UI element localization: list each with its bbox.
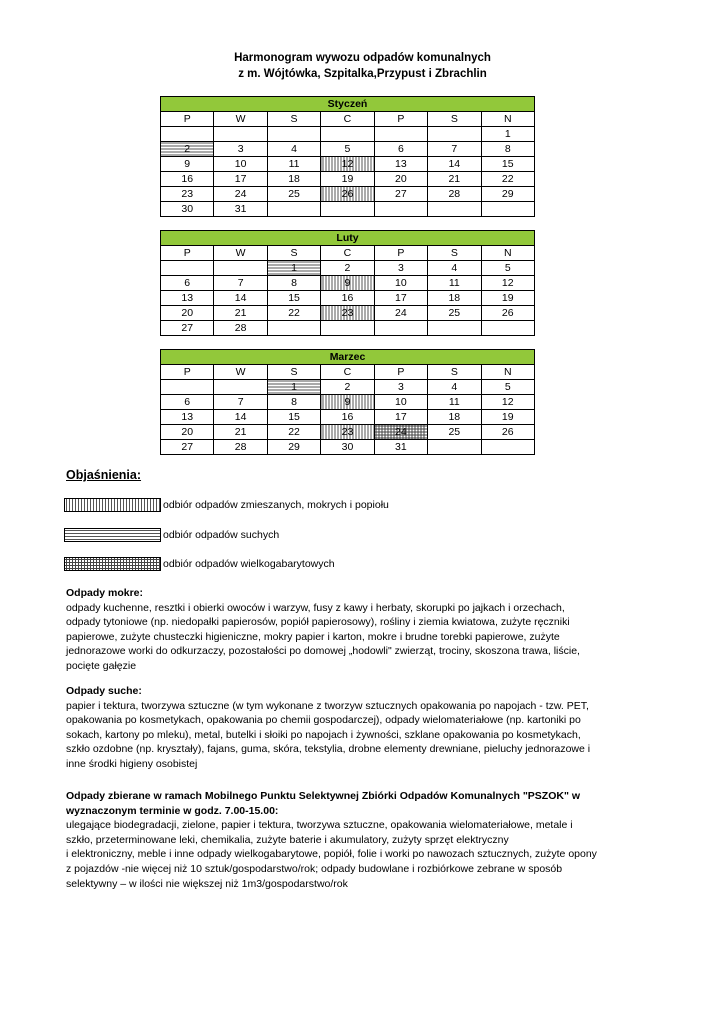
wet-waste-line: papierowe, zużyte chusteczki higieniczne, mokry papier i karton, mokre i brudne torebki papierowe, zużyte <box>66 630 560 643</box>
week-row <box>161 380 535 395</box>
day-cell: 31 <box>374 440 427 455</box>
month-header-row <box>161 350 535 365</box>
legend-mixed-label: odbiór odpadów zmieszanych, mokrych i popiołu <box>163 499 389 511</box>
weekday-label: P <box>161 246 214 261</box>
day-cell: 27 <box>161 321 214 336</box>
weekday-label: P <box>374 112 427 127</box>
day-cell: 23 <box>161 187 214 202</box>
day-cell <box>481 440 534 455</box>
day-cell: 18 <box>428 410 481 425</box>
day-cell <box>374 202 427 217</box>
day-cell: 16 <box>161 172 214 187</box>
dry-waste-line: sokach, kartony po mleku), metal, butelki i słoiki po napojach i żywności, szklane opakowania po kosmetykach, <box>66 728 581 741</box>
day-cell-dry: 1 <box>267 261 320 276</box>
day-cell: 24 <box>374 306 427 321</box>
week-row <box>161 306 535 321</box>
week-row <box>161 172 535 187</box>
day-cell: 10 <box>374 395 427 410</box>
weekday-label: P <box>374 246 427 261</box>
day-cell: 6 <box>161 276 214 291</box>
day-cell-mix: 12 <box>321 157 374 172</box>
week-row <box>161 321 535 336</box>
day-cell <box>321 321 374 336</box>
dry-waste-line: opakowania po kosmetykach, opakowania po chemii gospodarczej), odpady wielomateriałowe (np. kartoniki po <box>66 714 581 727</box>
day-cell-dry: 1 <box>267 380 320 395</box>
day-cell <box>267 202 320 217</box>
day-cell: 25 <box>428 306 481 321</box>
weekday-label: C <box>321 246 374 261</box>
legend-title: Objaśnienia: <box>66 468 142 482</box>
wet-waste-section <box>66 586 626 674</box>
dry-pattern-swatch <box>64 528 161 542</box>
day-cell: 22 <box>267 425 320 440</box>
pszok-line: szkło, przeterminowane leki, chemikalia, zużyte baterie i akumulatory, zużyty sprzęt elektryczny <box>66 833 509 846</box>
day-cell: 6 <box>161 395 214 410</box>
day-cell <box>428 202 481 217</box>
dry-waste-section <box>66 684 626 772</box>
weekday-label: C <box>321 112 374 127</box>
weekday-label: N <box>481 246 534 261</box>
day-cell-mix: 26 <box>321 187 374 202</box>
day-cell <box>214 127 267 142</box>
day-cell: 16 <box>321 291 374 306</box>
day-cell: 28 <box>214 321 267 336</box>
pszok-section <box>66 789 626 891</box>
day-cell: 29 <box>267 440 320 455</box>
day-cell: 13 <box>374 157 427 172</box>
pszok-heading: Odpady zbierane w ramach Mobilnego Punktu Selektywnej Zbiórki Odpadów Komunalnych "PSZOK" w <box>66 790 581 802</box>
week-row <box>161 202 535 217</box>
day-cell: 30 <box>321 440 374 455</box>
pszok-line: z pojazdów -nie więcej niż 10 sztuk/gospodarstwo/rok; odpady budowlane i rozbiórkowe zebrane w sposób <box>66 862 563 875</box>
day-cell: 3 <box>374 261 427 276</box>
wet-waste-line: odpady kuchenne, resztki i obierki owoców i warzyw, fusy z kawy i herbaty, skorupki po jajkach i orzechach, <box>66 601 565 614</box>
day-cell <box>428 321 481 336</box>
weekday-label: P <box>161 365 214 380</box>
day-cell: 27 <box>161 440 214 455</box>
weekday-label: N <box>481 365 534 380</box>
day-cell: 25 <box>428 425 481 440</box>
weekday-label: S <box>428 365 481 380</box>
day-cell: 5 <box>481 261 534 276</box>
day-cell <box>214 380 267 395</box>
day-cell <box>267 127 320 142</box>
day-cell: 12 <box>481 395 534 410</box>
day-cell: 14 <box>428 157 481 172</box>
week-row <box>161 261 535 276</box>
day-cell: 19 <box>481 291 534 306</box>
weekday-label: S <box>428 246 481 261</box>
day-cell: 5 <box>481 380 534 395</box>
month-name: Luty <box>161 231 535 246</box>
month-header-row <box>161 97 535 112</box>
month-name: Marzec <box>161 350 535 365</box>
day-cell: 24 <box>214 187 267 202</box>
pszok-heading: wyznaczonym terminie w godz. 7.00-15.00: <box>66 804 279 817</box>
day-cell: 7 <box>428 142 481 157</box>
day-cell <box>161 261 214 276</box>
day-cell <box>428 440 481 455</box>
dry-waste-heading: Odpady suche: <box>66 685 142 697</box>
day-cell: 9 <box>161 157 214 172</box>
day-cell-big: 24 <box>374 425 427 440</box>
day-cell: 16 <box>321 410 374 425</box>
day-cell: 19 <box>321 172 374 187</box>
weekday-label: S <box>267 246 320 261</box>
day-cell <box>321 202 374 217</box>
day-cell: 13 <box>161 291 214 306</box>
week-row <box>161 276 535 291</box>
day-cell-mix: 9 <box>321 395 374 410</box>
day-cell: 18 <box>428 291 481 306</box>
weekday-row <box>161 365 535 380</box>
day-cell: 17 <box>374 291 427 306</box>
day-cell: 25 <box>267 187 320 202</box>
day-cell: 28 <box>214 440 267 455</box>
calendar-february <box>160 230 535 336</box>
month-name: Styczeń <box>161 97 535 112</box>
legend-dry-label: odbiór odpadów suchych <box>163 529 280 541</box>
day-cell: 14 <box>214 291 267 306</box>
week-row <box>161 127 535 142</box>
weekday-label: S <box>428 112 481 127</box>
dry-waste-line: szkło ozdobne (np. kryształy), fajans, guma, skóra, tekstylia, drobne elementy drewniane, pieluchy jednorazowe i <box>66 743 591 756</box>
week-row <box>161 291 535 306</box>
weekday-label: S <box>267 365 320 380</box>
day-cell: 2 <box>321 261 374 276</box>
day-cell: 3 <box>214 142 267 157</box>
wet-waste-line: pocięte gałęzie <box>66 659 137 672</box>
day-cell: 21 <box>214 306 267 321</box>
weekday-label: N <box>481 112 534 127</box>
weekday-label: W <box>214 365 267 380</box>
week-row <box>161 440 535 455</box>
day-cell: 29 <box>481 187 534 202</box>
day-cell <box>428 127 481 142</box>
weekday-label: S <box>267 112 320 127</box>
day-cell <box>481 321 534 336</box>
day-cell: 21 <box>214 425 267 440</box>
pszok-line: selektywny – w ilości nie większej niż 1m3/gospodarstwo/rok <box>66 877 348 890</box>
day-cell: 1 <box>481 127 534 142</box>
weekday-label: W <box>214 112 267 127</box>
weekday-row <box>161 246 535 261</box>
document-title: Harmonogram wywozu odpadów komunalnych <box>234 52 491 64</box>
weekday-label: P <box>161 112 214 127</box>
day-cell: 3 <box>374 380 427 395</box>
day-cell: 21 <box>428 172 481 187</box>
day-cell <box>214 261 267 276</box>
day-cell: 26 <box>481 306 534 321</box>
day-cell: 27 <box>374 187 427 202</box>
day-cell: 22 <box>481 172 534 187</box>
day-cell <box>267 321 320 336</box>
wet-waste-heading: Odpady mokre: <box>66 587 144 599</box>
wet-waste-line: jednorazowe worki do odkurzaczy, pozostałości po domowej „hodowli" zwierząt, trociny, skoszona trawa, liście, <box>66 645 580 658</box>
day-cell <box>374 321 427 336</box>
month-header-row <box>161 231 535 246</box>
pszok-line: ulegające biodegradacji, zielone, papier i tektura, tworzywa sztuczne, opakowania wielomateriałowe, metale i <box>66 819 573 832</box>
day-cell <box>481 202 534 217</box>
dry-waste-line: papier i tektura, tworzywa sztuczne (w tym wykonane z tworzyw sztucznych opakowania po napojach - tzw. PET, <box>66 699 589 712</box>
day-cell: 31 <box>214 202 267 217</box>
day-cell: 20 <box>374 172 427 187</box>
dry-waste-line: inne środki higieny osobistej <box>66 757 198 770</box>
day-cell: 15 <box>267 410 320 425</box>
day-cell <box>161 127 214 142</box>
day-cell <box>321 127 374 142</box>
calendar-march <box>160 349 535 455</box>
document-subtitle: z m. Wójtówka, Szpitalka,Przypust i Zbrachlin <box>238 68 487 80</box>
week-row <box>161 410 535 425</box>
weekday-label: W <box>214 246 267 261</box>
day-cell-mix: 23 <box>321 306 374 321</box>
day-cell: 14 <box>214 410 267 425</box>
legend-bulky-label: odbiór odpadów wielkogabarytowych <box>163 558 335 570</box>
day-cell-mix: 9 <box>321 276 374 291</box>
day-cell: 11 <box>428 276 481 291</box>
legend-bulky <box>64 557 335 571</box>
day-cell: 6 <box>374 142 427 157</box>
weekday-label: C <box>321 365 374 380</box>
day-cell: 4 <box>428 261 481 276</box>
day-cell: 30 <box>161 202 214 217</box>
weekday-row <box>161 112 535 127</box>
day-cell: 7 <box>214 395 267 410</box>
day-cell: 8 <box>267 395 320 410</box>
bulky-pattern-swatch <box>64 557 161 571</box>
mixed-pattern-swatch <box>64 498 161 512</box>
day-cell: 11 <box>267 157 320 172</box>
weekday-label: P <box>374 365 427 380</box>
day-cell: 7 <box>214 276 267 291</box>
day-cell <box>161 380 214 395</box>
day-cell: 15 <box>267 291 320 306</box>
legend-mixed <box>64 498 389 512</box>
day-cell: 4 <box>267 142 320 157</box>
day-cell: 8 <box>267 276 320 291</box>
week-row <box>161 425 535 440</box>
day-cell: 2 <box>321 380 374 395</box>
day-cell: 22 <box>267 306 320 321</box>
day-cell: 4 <box>428 380 481 395</box>
day-cell: 15 <box>481 157 534 172</box>
wet-waste-line: odpady tytoniowe (np. niedopałki papierosów, popiół papierosowy), rośliny i ziemia kwiatowa, zużyte ręczniki <box>66 616 570 629</box>
day-cell: 11 <box>428 395 481 410</box>
day-cell: 17 <box>214 172 267 187</box>
day-cell: 18 <box>267 172 320 187</box>
day-cell: 10 <box>214 157 267 172</box>
day-cell <box>374 127 427 142</box>
day-cell: 20 <box>161 425 214 440</box>
day-cell: 20 <box>161 306 214 321</box>
week-row <box>161 142 535 157</box>
week-row <box>161 187 535 202</box>
day-cell: 28 <box>428 187 481 202</box>
calendar-january <box>160 96 535 217</box>
day-cell: 17 <box>374 410 427 425</box>
legend-dry <box>64 528 279 542</box>
week-row <box>161 395 535 410</box>
day-cell-mix: 23 <box>321 425 374 440</box>
day-cell: 5 <box>321 142 374 157</box>
day-cell: 13 <box>161 410 214 425</box>
day-cell: 19 <box>481 410 534 425</box>
day-cell: 10 <box>374 276 427 291</box>
pszok-line: i elektroniczny, meble i inne odpady wielkogabarytowe, popiół, folie i worki po nawozach sztucznych, zużyte opony <box>66 848 597 861</box>
week-row <box>161 157 535 172</box>
day-cell-dry: 2 <box>161 142 214 157</box>
day-cell: 8 <box>481 142 534 157</box>
day-cell: 12 <box>481 276 534 291</box>
day-cell: 26 <box>481 425 534 440</box>
